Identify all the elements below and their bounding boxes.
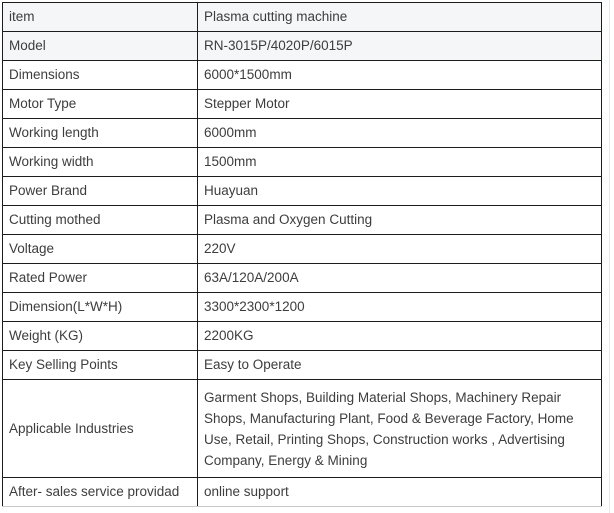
spec-value: Easy to Operate (198, 351, 602, 380)
spec-value: Plasma and Oxygen Cutting (198, 206, 602, 235)
table-row (3, 206, 602, 235)
spec-value: 6000mm (198, 119, 602, 148)
table-row (3, 293, 602, 322)
outer-edge-line (609, 0, 610, 513)
spec-label: Working length (3, 119, 198, 148)
table-row (3, 235, 602, 264)
table-row (3, 478, 602, 507)
spec-table (2, 2, 602, 507)
spec-value: 3300*2300*1200 (198, 293, 602, 322)
spec-value: Garment Shops, Building Material Shops, Machinery Repair Shops, Manufacturing Plant, Food & Beverage Factory, Home Use, Retail, Printing Shops, Construction works , Advertising Company, Energy & Mining (198, 380, 602, 478)
spec-label: After- sales service providad (3, 478, 198, 507)
spec-label: Working width (3, 148, 198, 177)
table-row (3, 380, 602, 478)
spec-label: Dimension(L*W*H) (3, 293, 198, 322)
spec-label: Power Brand (3, 177, 198, 206)
table-row (3, 351, 602, 380)
spec-label: Cutting mothed (3, 206, 198, 235)
spec-label: Model (3, 32, 198, 61)
spec-label: Weight (KG) (3, 322, 198, 351)
table-row (3, 90, 602, 119)
table-row (3, 3, 602, 32)
spec-table-body (3, 3, 602, 507)
spec-label: Applicable Industries (3, 380, 198, 478)
spec-value: 2200KG (198, 322, 602, 351)
table-row (3, 148, 602, 177)
spec-value: online support (198, 478, 602, 507)
table-row (3, 32, 602, 61)
spec-label: Rated Power (3, 264, 198, 293)
spec-label: Key Selling Points (3, 351, 198, 380)
spec-label: item (3, 3, 198, 32)
spec-value: Plasma cutting machine (198, 3, 602, 32)
spec-label: Voltage (3, 235, 198, 264)
spec-value: 220V (198, 235, 602, 264)
spec-value: RN-3015P/4020P/6015P (198, 32, 602, 61)
spec-value: 1500mm (198, 148, 602, 177)
table-row (3, 61, 602, 90)
spec-value: Stepper Motor (198, 90, 602, 119)
spec-label: Dimensions (3, 61, 198, 90)
spec-value: Huayuan (198, 177, 602, 206)
table-row (3, 177, 602, 206)
table-row (3, 119, 602, 148)
spec-label: Motor Type (3, 90, 198, 119)
table-row (3, 322, 602, 351)
spec-value: 63A/120A/200A (198, 264, 602, 293)
table-row (3, 264, 602, 293)
spec-value: 6000*1500mm (198, 61, 602, 90)
